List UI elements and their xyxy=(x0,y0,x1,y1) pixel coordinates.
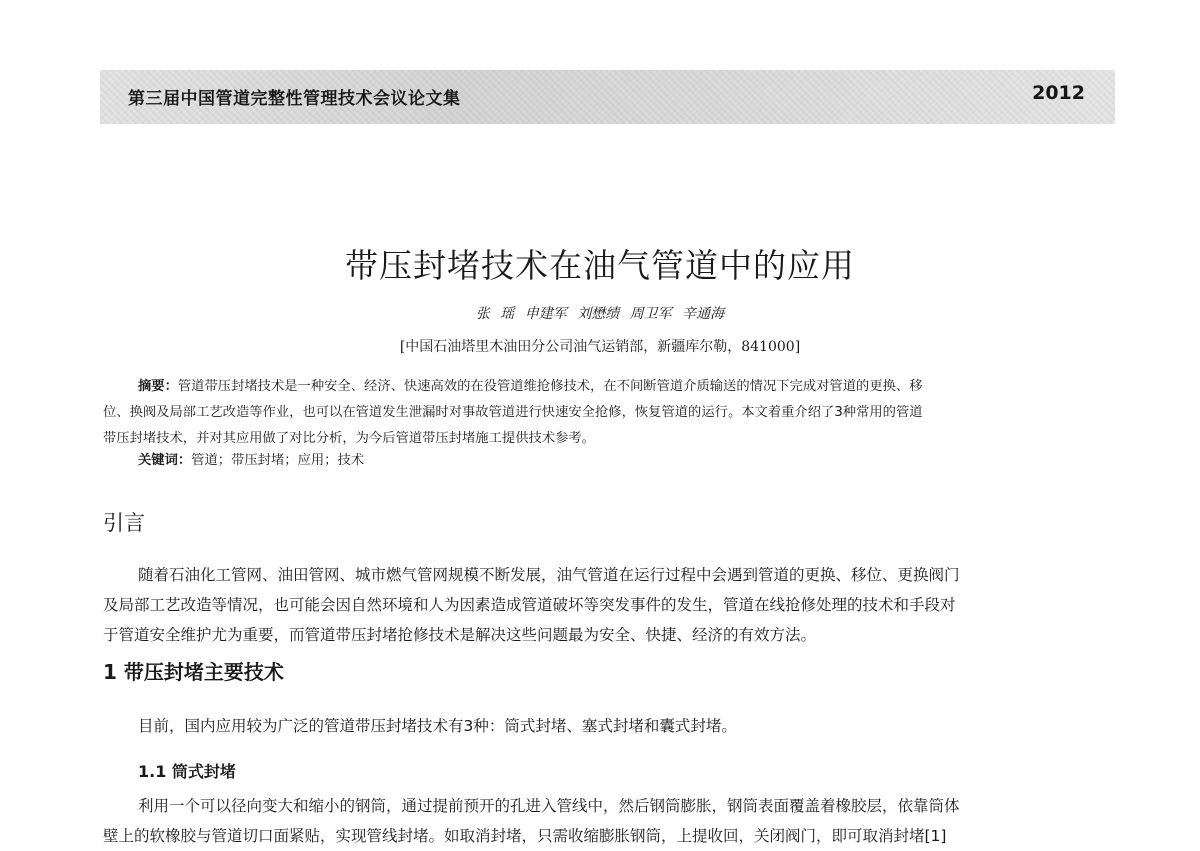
keywords-label: 关键词： xyxy=(138,453,192,468)
paragraph-line: 于管道安全维护尤为重要，而管道带压封堵抢修技术是解决这些问题最为安全、快捷、经济的有效方法。 xyxy=(103,626,817,644)
abstract-text: 管道带压封堵技术是一种安全、经济、快速高效的在役管道维抢修技术，在不间断管道介质输送的情况下完成对管道的更换、移 xyxy=(177,379,923,394)
publication-year: 2012 xyxy=(1032,82,1085,104)
section-1-paragraph xyxy=(103,711,1118,741)
author-affiliation: [中国石油塔里木油田分公司油气运销部，新疆库尔勒，841000] xyxy=(399,339,801,355)
proceedings-title: 第三届中国管道完整性管理技术会议论文集 xyxy=(128,89,461,109)
abstract-line xyxy=(103,374,1115,400)
section-1-1-heading: 1.1 筒式封堵 xyxy=(138,762,236,781)
abstract-label: 摘要： xyxy=(138,379,178,394)
paragraph-line: 随着石油化工管网、油田管网、城市燃气管网规模不断发展，油气管道在运行过程中会遇到管道的更换、移位、更换阀门 xyxy=(138,566,960,584)
paragraph-line: 利用一个可以径向变大和缩小的钢筒，通过提前预开的孔进入管线中，然后钢筒膨胀，钢筒表面覆盖着橡胶层，依靠筒体 xyxy=(138,797,960,815)
abstract-line: 位、换阀及局部工艺改造等作业，也可以在管道发生泄漏时对事故管道进行快速安全抢修，恢复管道的运行。本文着重介绍了3种常用的管道 xyxy=(103,405,923,420)
section-1-heading: 1 带压封堵主要技术 xyxy=(103,660,284,684)
intro-heading: 引言 xyxy=(103,511,145,535)
paragraph-line: 目前，国内应用较为广泛的管道带压封堵技术有3种：筒式封堵、塞式封堵和囊式封堵。 xyxy=(138,717,737,735)
abstract xyxy=(103,374,1115,452)
paragraph-line: 壁上的软橡胶与管道切口面紧贴，实现管线封堵。如取消封堵，只需收缩膨胀钢筒，上提收回，关闭阀门，即可取消封堵[1] xyxy=(103,827,947,845)
section-1-1-paragraph xyxy=(103,791,1118,851)
abstract-line: 带压封堵技术，并对其应用做了对比分析，为今后管道带压封堵施工提供技术参考。 xyxy=(103,431,595,446)
paper-authors: 张 瑶 申建军 刘懋绩 周卫军 辛通海 xyxy=(475,306,725,322)
intro-paragraph xyxy=(103,560,1118,650)
keywords xyxy=(138,449,364,468)
running-header xyxy=(100,70,1115,124)
paragraph-line: 及局部工艺改造等情况，也可能会因自然环境和人为因素造成管道破坏等突发事件的发生，管道在线抢修处理的技术和手段对 xyxy=(103,596,956,614)
keywords-text: 管道；带压封堵；应用；技术 xyxy=(191,453,365,468)
paper-title: 带压封堵技术在油气管道中的应用 xyxy=(345,246,855,285)
